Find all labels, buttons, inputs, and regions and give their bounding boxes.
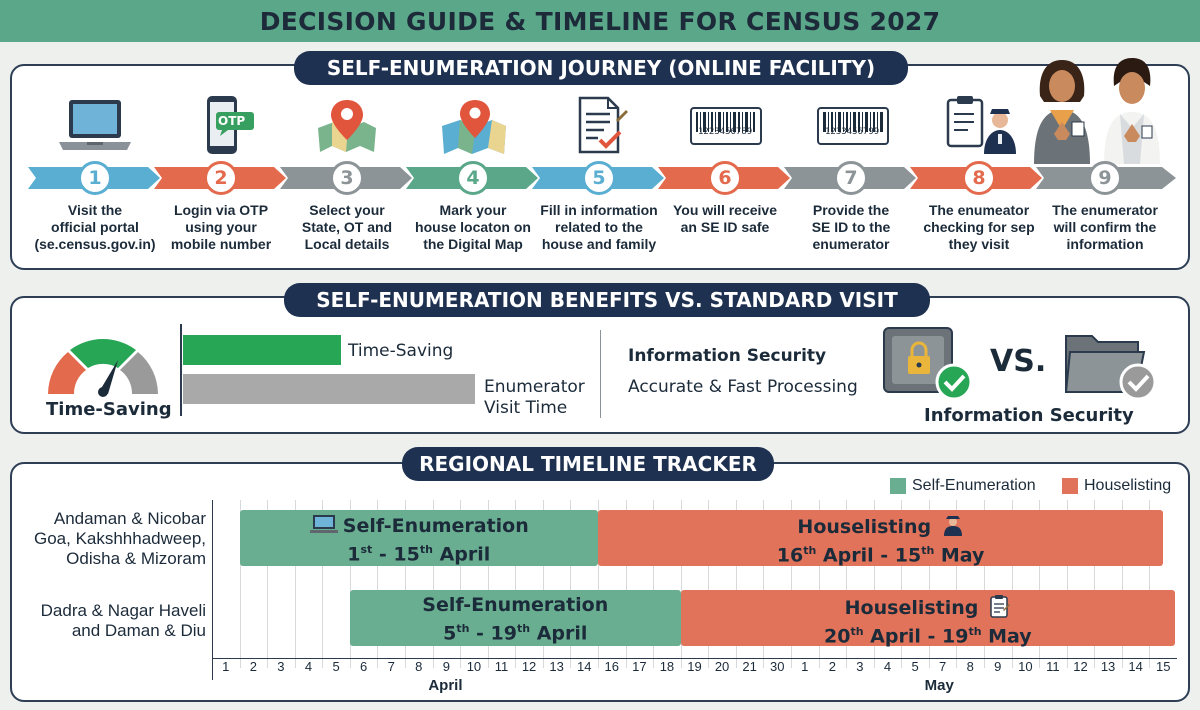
step-number-7: 7: [834, 161, 868, 195]
day-tick-label: 5: [911, 659, 919, 674]
step-text-5: Fill in information related to the house and family: [540, 202, 658, 252]
day-tick-label: 13: [549, 659, 564, 674]
speedometer-gauge-icon: [38, 326, 168, 400]
day-tick-label: 9: [994, 659, 1002, 674]
day-tick-label: 17: [632, 659, 647, 674]
step-number-6: 6: [708, 161, 742, 195]
day-tick-label: 3: [277, 659, 285, 674]
day-tick-label: 6: [360, 659, 368, 674]
enumerator-icon: [942, 514, 964, 536]
enumerator-visit-bar-label: Enumerator Visit Time: [484, 377, 585, 418]
timeline-left-axis: [212, 500, 213, 680]
gantt-bar-houselisting-row2: Houselisting 20th April - 19th May: [681, 590, 1175, 646]
day-tick-label: 11: [1046, 659, 1060, 674]
day-tick-label: 8: [415, 659, 423, 674]
day-tick-label: 10: [466, 659, 482, 674]
day-tick-label: 20: [714, 659, 730, 674]
laptop-icon: [57, 98, 133, 154]
time-saving-bar-label: Time-Saving: [348, 341, 454, 361]
day-tick-label: 4: [883, 659, 892, 674]
vs-label: VS.: [990, 344, 1047, 379]
day-tick-label: 2: [828, 659, 836, 674]
step-text-3: Select your State, OT and Local details: [301, 202, 393, 252]
timeline-heading: REGIONAL TIMELINE TRACKER: [402, 447, 774, 481]
day-tick-label: 5: [332, 659, 340, 674]
day-tick-label: 1: [222, 659, 230, 674]
day-tick-label: 3: [856, 659, 864, 674]
information-security-label: Information Security: [924, 405, 1134, 426]
step-number-3: 3: [330, 161, 364, 195]
gauge-label: Time-Saving: [46, 399, 172, 420]
day-tick-label: 1: [801, 659, 809, 674]
enumerator-greeting-icon: [1032, 56, 1172, 166]
folder-icon: [1064, 326, 1156, 402]
day-tick-label: 14: [1128, 659, 1143, 674]
time-saving-bar: [183, 335, 341, 365]
enumerator-visit-bar: [183, 374, 475, 404]
step-text-4: Mark your house locaton on the Digital Map: [415, 202, 531, 252]
laptop-icon: [309, 514, 339, 534]
step-text-7: Provide the SE ID to the enumerator: [811, 202, 891, 252]
legend-swatch-self-enumeration: [890, 478, 906, 494]
step-number-8: 8: [962, 161, 996, 195]
gantt-bar-self-enumeration-row2: Self-Enumeration 5th - 19th April: [350, 590, 681, 646]
step-number-2: 2: [204, 161, 238, 195]
day-tick-label: 18: [659, 659, 675, 674]
step-text-2: Login via OTP using your mobile number: [170, 202, 272, 252]
step-text-8: The enumeator checking for sep they visit: [923, 202, 1035, 252]
day-tick-label: 12: [1073, 659, 1088, 674]
day-tick-label: 19: [687, 659, 702, 674]
benefits-divider: [600, 330, 601, 418]
region-label-2: Dadra & Nagar Haveli and Daman & Diu: [40, 601, 206, 640]
day-tick-label: 15: [1155, 659, 1171, 674]
day-tick-label: 16: [604, 659, 620, 674]
otp-label: OTP: [218, 114, 246, 128]
enumerator-clipboard-icon: [944, 94, 1018, 156]
page-title-bar: [0, 0, 1200, 42]
step-number-1: 1: [78, 161, 112, 195]
clipboard-icon: [989, 594, 1011, 618]
step-number-9: 9: [1088, 161, 1122, 195]
step-number-4: 4: [456, 161, 490, 195]
month-label-april: April: [428, 677, 463, 694]
day-tick-label: 4: [304, 659, 313, 674]
digital-map-icon: [438, 98, 510, 156]
step-number-5: 5: [582, 161, 616, 195]
journey-heading: SELF-ENUMERATION JOURNEY (ONLINE FACILITY): [294, 51, 908, 85]
legend-self-enumeration: Self-Enumeration: [890, 477, 1036, 495]
day-tick-label: 12: [521, 659, 537, 674]
day-tick-label: 7: [387, 659, 395, 674]
bars-axis: [180, 324, 182, 416]
safe-lock-icon: [882, 326, 974, 402]
region-label-1: Andaman & Nicobar Goa, Kakshhhadweep, Odisha & Mizoram: [33, 509, 206, 568]
form-checklist-icon: [574, 96, 630, 156]
day-tick-label: 9: [442, 659, 450, 674]
day-tick-label: 7: [939, 659, 947, 674]
legend-houselisting: Houselisting: [1062, 477, 1171, 495]
gantt-bar-houselisting-row1: Houselisting 16th April - 15th May: [598, 510, 1163, 566]
step-text-6: You will receive an SE ID safe: [672, 202, 777, 235]
step-text-1: Visit the official portal (se.census.gov.in): [34, 202, 156, 252]
day-tick-label: 13: [1100, 659, 1116, 674]
day-tick-label: 30: [769, 659, 785, 674]
day-tick-label: 11: [494, 659, 509, 674]
barcode-icon: [817, 107, 889, 145]
month-label-may: May: [924, 677, 954, 694]
barcode-number-6: 1223456789: [698, 127, 753, 137]
feature-accurate-processing: Accurate & Fast Processing: [628, 377, 858, 397]
day-tick-label: 21: [742, 659, 757, 674]
day-tick-label: 2: [249, 659, 257, 674]
benefits-heading: SELF-ENUMERATION BENEFITS VS. STANDARD VISIT: [284, 283, 930, 317]
legend-swatch-houselisting: [1062, 478, 1078, 494]
feature-information-security: Information Security: [628, 346, 827, 366]
day-tick-label: 14: [576, 659, 592, 674]
day-tick-label: 8: [966, 659, 974, 674]
gantt-bar-self-enumeration-row1: Self-Enumeration 1st - 15th April: [240, 510, 598, 566]
barcode-icon: [690, 107, 762, 145]
barcode-number-7: 1233456799: [825, 127, 880, 137]
map-pin-icon: [314, 98, 380, 156]
page-title: DECISION GUIDE & TIMELINE FOR CENSUS 2027: [259, 6, 941, 36]
step-text-9: The enumerator will confirm the information: [1052, 202, 1158, 252]
day-tick-label: 10: [1018, 659, 1033, 674]
